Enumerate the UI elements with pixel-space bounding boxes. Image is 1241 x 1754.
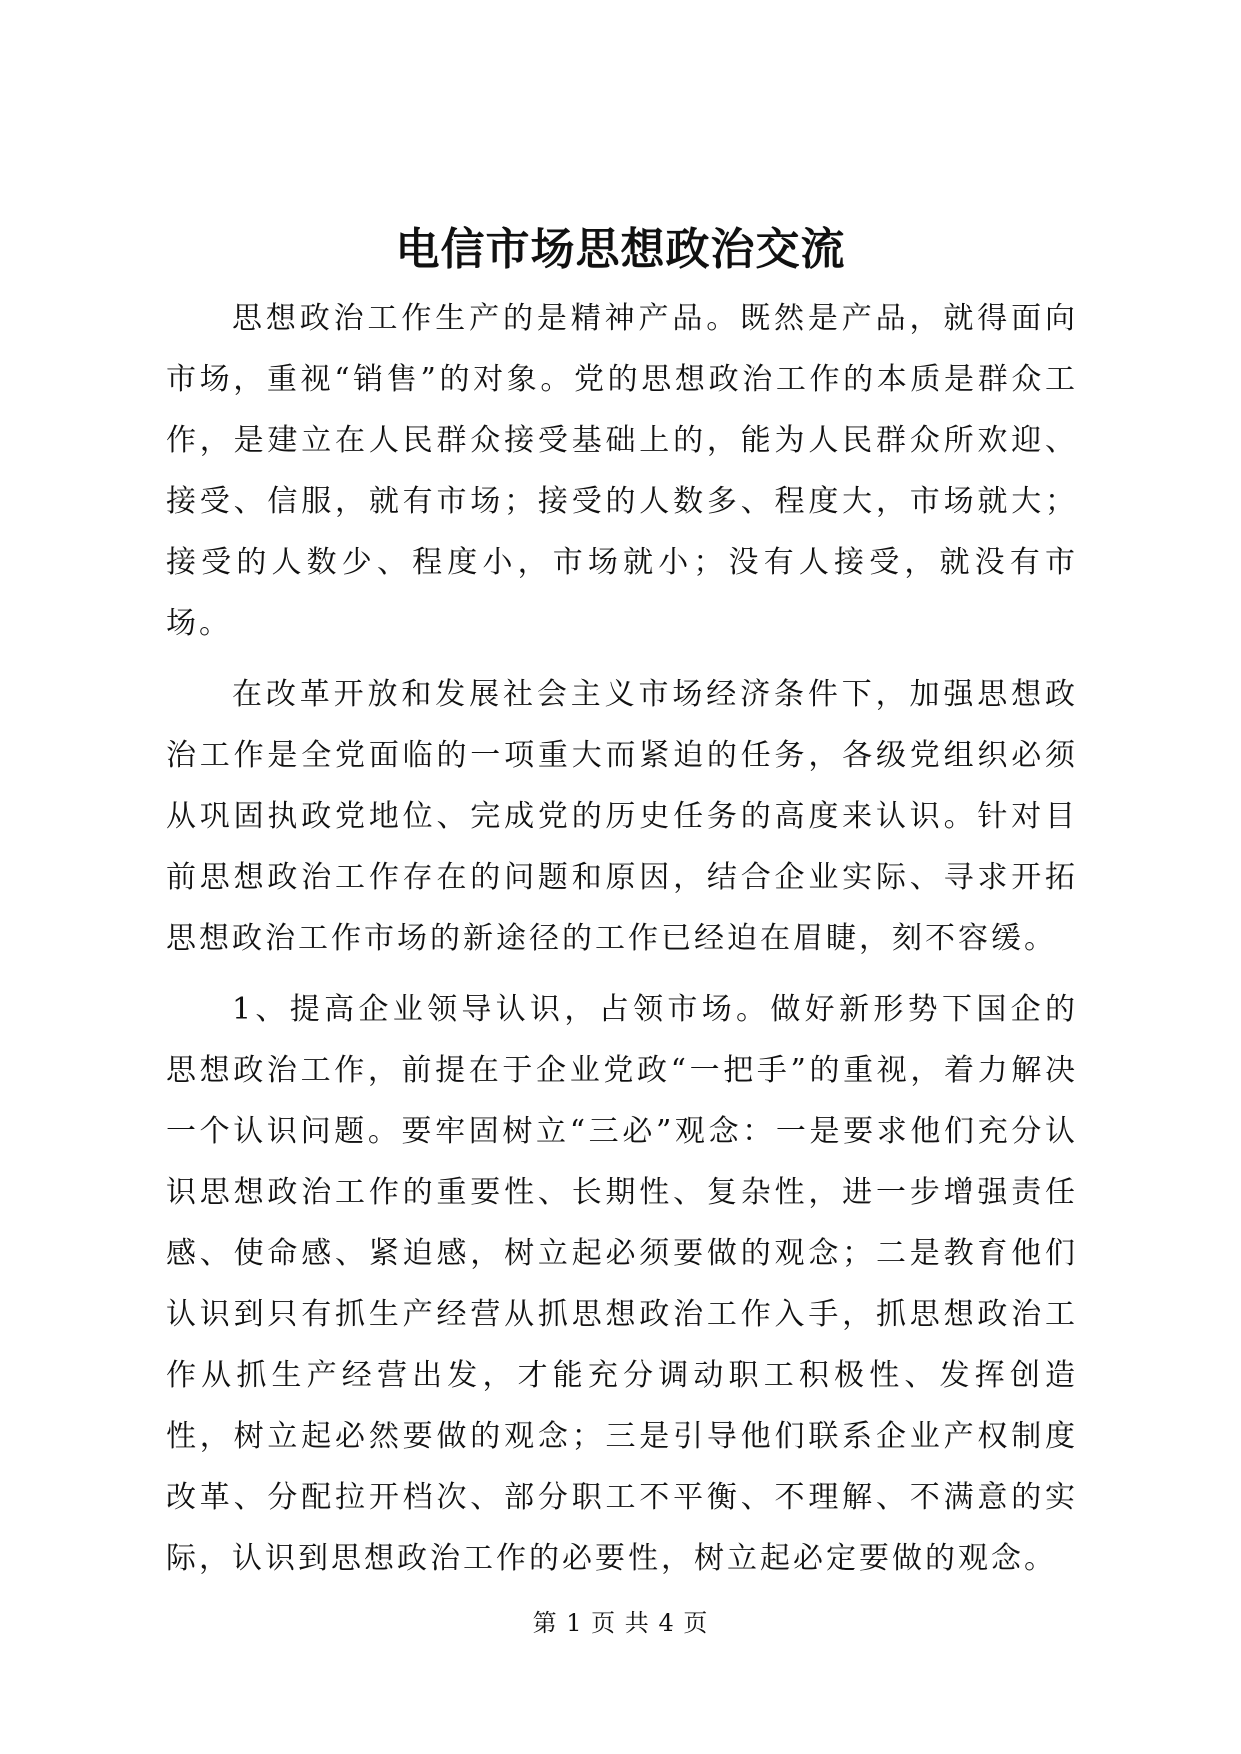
paragraph-1: 思想政治工作生产的是精神产品。既然是产品，就得面向市场，重视“销售”的对象。党的思想政治工作的本质是群众工作，是建立在人民群众接受基础上的，能为人民群众所欢迎、接受、信服，就有市场；接受的人数多、程度大，市场就大；接受的人数少、程度小，市场就小；没有人接受，就没有市场。 (166, 301, 1078, 641)
document-body (166, 288, 1078, 1589)
paragraph-2: 在改革开放和发展社会主义市场经济条件下，加强思想政治工作是全党面临的一项重大而紧迫的任务，各级党组织必须从巩固执政党地位、完成党的历史任务的高度来认识。针对目前思想政治工作存在的问题和原因，结合企业实际、寻求开拓思想政治工作市场的新途径的工作已经迫在眉睫，刻不容缓。 (166, 677, 1078, 956)
document-title: 电信市场思想政治交流 (395, 224, 846, 275)
page-footer: 第 1 页 共 4 页 (532, 1609, 709, 1637)
paragraph-3: 1、提高企业领导认识，占领市场。做好新形势下国企的思想政治工作，前提在于企业党政“一把手”的重视，着力解决一个认识问题。要牢固树立“三必”观念：一是要求他们充分认识思想政治工作的重要性、长期性、复杂性，进一步增强责任感、使命感、紧迫感，树立起必须要做的观念；二是教育他们认识到只有抓生产经营从抓思想政治工作入手，抓思想政治工作从抓生产经营出发，才能充分调动职工积极性、发挥创造性，树立起必然要做的观念；三是引导他们联系企业产权制度改革、分配拉开档次、部分职工不平衡、不理解、不满意的实际，认识到思想政治工作的必要性，树立起必定要做的观念。 (166, 992, 1078, 1576)
